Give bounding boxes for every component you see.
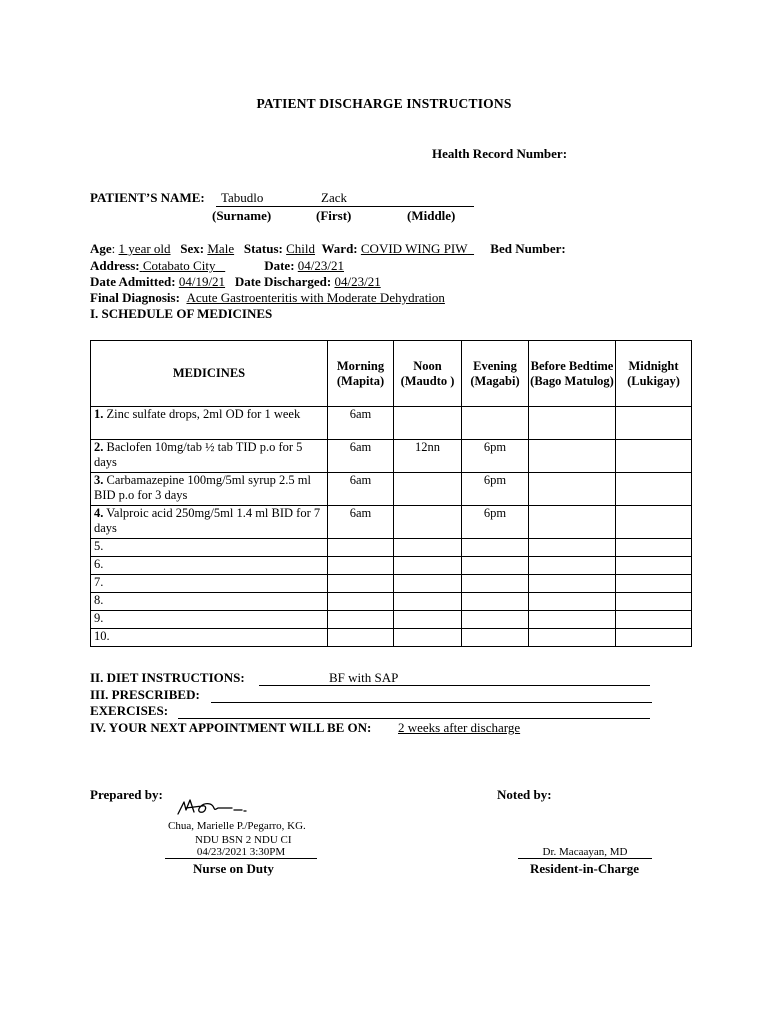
diet-line bbox=[90, 670, 245, 686]
morning-cell bbox=[328, 611, 394, 629]
noon-cell bbox=[394, 407, 462, 440]
bedtime-cell bbox=[529, 575, 616, 593]
prepared-by-label: Prepared by: bbox=[90, 787, 163, 802]
table-row bbox=[91, 539, 692, 557]
bedtime-cell bbox=[529, 407, 616, 440]
diet-field bbox=[259, 670, 650, 686]
exercises-field bbox=[178, 703, 650, 719]
midnight-cell bbox=[616, 506, 692, 539]
age-value: 1 year old bbox=[118, 241, 171, 256]
midnight-cell bbox=[616, 593, 692, 611]
table-header-row bbox=[91, 341, 692, 407]
bedtime-cell bbox=[529, 473, 616, 506]
morning-cell bbox=[328, 629, 394, 647]
bedtime-cell bbox=[529, 539, 616, 557]
date-discharged-value: 04/23/21 bbox=[334, 274, 381, 289]
midnight-cell bbox=[616, 539, 692, 557]
table-row bbox=[91, 629, 692, 647]
table-row bbox=[91, 575, 692, 593]
col-bedtime: Before Bedtime (Bago Matulog) bbox=[529, 341, 616, 407]
table-row bbox=[91, 506, 692, 539]
midnight-cell bbox=[616, 557, 692, 575]
medicine-cell: 3. Carbamazepine 100mg/5ml syrup 2.5 ml BID p.o for 3 days bbox=[91, 473, 328, 506]
prepared-names: Chua, Marielle P./Pegarro, KG. bbox=[168, 820, 306, 832]
address-label: Address: bbox=[90, 258, 140, 273]
info-line-3 bbox=[90, 274, 381, 290]
diet-value: BF with SAP bbox=[329, 670, 399, 685]
health-record-label: Health Record Number: bbox=[432, 146, 568, 161]
prepared-program: NDU BSN 2 NDU CI bbox=[195, 834, 292, 846]
patient-name-line bbox=[216, 190, 474, 207]
table-row bbox=[91, 557, 692, 575]
date-value: 04/23/21 bbox=[297, 258, 345, 273]
medicine-cell: 10. bbox=[91, 629, 328, 647]
evening-cell: 6pm bbox=[462, 473, 529, 506]
date-admitted-value: 04/19/21 bbox=[178, 274, 226, 289]
bed-number-label: Bed Number: bbox=[490, 241, 566, 256]
date-discharged-label: Date Discharged: bbox=[234, 274, 332, 289]
appointment-label: IV. YOUR NEXT APPOINTMENT WILL BE ON: bbox=[90, 720, 372, 735]
prescribed-label: III. PRESCRIBED: bbox=[90, 687, 200, 702]
info-line-4 bbox=[90, 290, 445, 306]
surname-caption: (Surname) bbox=[212, 208, 272, 223]
morning-cell: 6am bbox=[328, 440, 394, 473]
info-line-2 bbox=[90, 258, 344, 274]
table-row bbox=[91, 593, 692, 611]
bedtime-cell bbox=[529, 629, 616, 647]
evening-cell bbox=[462, 407, 529, 440]
table-row bbox=[91, 440, 692, 473]
noon-cell bbox=[394, 506, 462, 539]
info-line-1: Age: 1 year old Sex: Male Status: Child Ward: COVID WING PIW Bed Number: bbox=[90, 241, 566, 256]
prepared-datetime: 04/23/2021 3:30PM bbox=[165, 846, 317, 859]
bedtime-cell bbox=[529, 506, 616, 539]
date-label: Date: bbox=[264, 258, 295, 273]
date-admitted-label: Date Admitted: bbox=[90, 274, 176, 289]
patient-surname: Tabudlo bbox=[221, 190, 264, 205]
address-value: Cotabato City bbox=[142, 258, 216, 273]
bedtime-cell bbox=[529, 593, 616, 611]
col-noon: Noon (Maudto ) bbox=[394, 341, 462, 407]
morning-cell bbox=[328, 593, 394, 611]
noon-cell bbox=[394, 539, 462, 557]
sex-label: Sex: bbox=[180, 241, 205, 256]
col-morning: Morning (Mapita) bbox=[328, 341, 394, 407]
exercises-label: EXERCISES: bbox=[90, 703, 169, 718]
noon-cell bbox=[394, 575, 462, 593]
schedule-heading: I. SCHEDULE OF MEDICINES bbox=[90, 306, 273, 321]
diagnosis-label: Final Diagnosis: bbox=[90, 290, 180, 305]
noted-by-label: Noted by: bbox=[497, 787, 552, 802]
evening-cell bbox=[462, 611, 529, 629]
nurse-on-duty-label: Nurse on Duty bbox=[193, 861, 274, 876]
noon-cell bbox=[394, 473, 462, 506]
appointment-value: 2 weeks after discharge bbox=[398, 720, 521, 735]
medicine-cell: 8. bbox=[91, 593, 328, 611]
midnight-cell bbox=[616, 611, 692, 629]
page-title: PATIENT DISCHARGE INSTRUCTIONS bbox=[256, 96, 512, 111]
midnight-cell bbox=[616, 473, 692, 506]
patient-name-label: PATIENT’S NAME: bbox=[90, 190, 205, 205]
noon-cell bbox=[394, 629, 462, 647]
patient-first-name: Zack bbox=[321, 190, 347, 205]
ward-value: COVID WING PIW bbox=[360, 241, 468, 256]
resident-in-charge-label: Resident-in-Charge bbox=[530, 861, 640, 876]
midnight-cell bbox=[616, 440, 692, 473]
medicine-cell: 2. Baclofen 10mg/tab ½ tab TID p.o for 5 days bbox=[91, 440, 328, 473]
medicine-cell: 5. bbox=[91, 539, 328, 557]
table-row bbox=[91, 407, 692, 440]
medicine-cell: 9. bbox=[91, 611, 328, 629]
status-value: Child bbox=[286, 241, 316, 256]
age-label: Age bbox=[90, 241, 112, 256]
sex-value: Male bbox=[207, 241, 235, 256]
noon-cell bbox=[394, 557, 462, 575]
morning-cell bbox=[328, 539, 394, 557]
first-caption: (First) bbox=[316, 208, 352, 223]
ward-label: Ward: bbox=[321, 241, 358, 256]
evening-cell bbox=[462, 539, 529, 557]
middle-caption: (Middle) bbox=[407, 208, 456, 223]
noon-cell: 12nn bbox=[394, 440, 462, 473]
table-row bbox=[91, 611, 692, 629]
diet-label: II. DIET INSTRUCTIONS: bbox=[90, 670, 245, 685]
morning-cell: 6am bbox=[328, 407, 394, 440]
midnight-cell bbox=[616, 407, 692, 440]
bedtime-cell bbox=[529, 557, 616, 575]
medicine-cell: 7. bbox=[91, 575, 328, 593]
evening-cell bbox=[462, 575, 529, 593]
diagnosis-value: Acute Gastroenteritis with Moderate Dehydration bbox=[186, 290, 445, 305]
evening-cell bbox=[462, 557, 529, 575]
medicine-schedule-table bbox=[90, 340, 692, 647]
morning-cell: 6am bbox=[328, 473, 394, 506]
evening-cell bbox=[462, 629, 529, 647]
signature-image bbox=[172, 796, 252, 822]
evening-cell bbox=[462, 593, 529, 611]
noon-cell bbox=[394, 593, 462, 611]
col-evening: Evening (Magabi) bbox=[462, 341, 529, 407]
col-midnight: Midnight (Lukigay) bbox=[616, 341, 692, 407]
evening-cell: 6pm bbox=[462, 440, 529, 473]
midnight-cell bbox=[616, 629, 692, 647]
noon-cell bbox=[394, 611, 462, 629]
prescribed-field bbox=[211, 687, 652, 703]
evening-cell: 6pm bbox=[462, 506, 529, 539]
medicine-cell: 6. bbox=[91, 557, 328, 575]
midnight-cell bbox=[616, 575, 692, 593]
noted-doctor-name: Dr. Macaayan, MD bbox=[518, 846, 652, 859]
morning-cell bbox=[328, 557, 394, 575]
morning-cell: 6am bbox=[328, 506, 394, 539]
medicine-cell: 1. Zinc sulfate drops, 2ml OD for 1 week bbox=[91, 407, 328, 440]
morning-cell bbox=[328, 575, 394, 593]
table-row bbox=[91, 473, 692, 506]
medicine-cell: 4. Valproic acid 250mg/5ml 1.4 ml BID for 7 days bbox=[91, 506, 328, 539]
bedtime-cell bbox=[529, 440, 616, 473]
col-medicines: MEDICINES bbox=[91, 341, 328, 407]
bedtime-cell bbox=[529, 611, 616, 629]
status-label: Status: bbox=[243, 241, 283, 256]
